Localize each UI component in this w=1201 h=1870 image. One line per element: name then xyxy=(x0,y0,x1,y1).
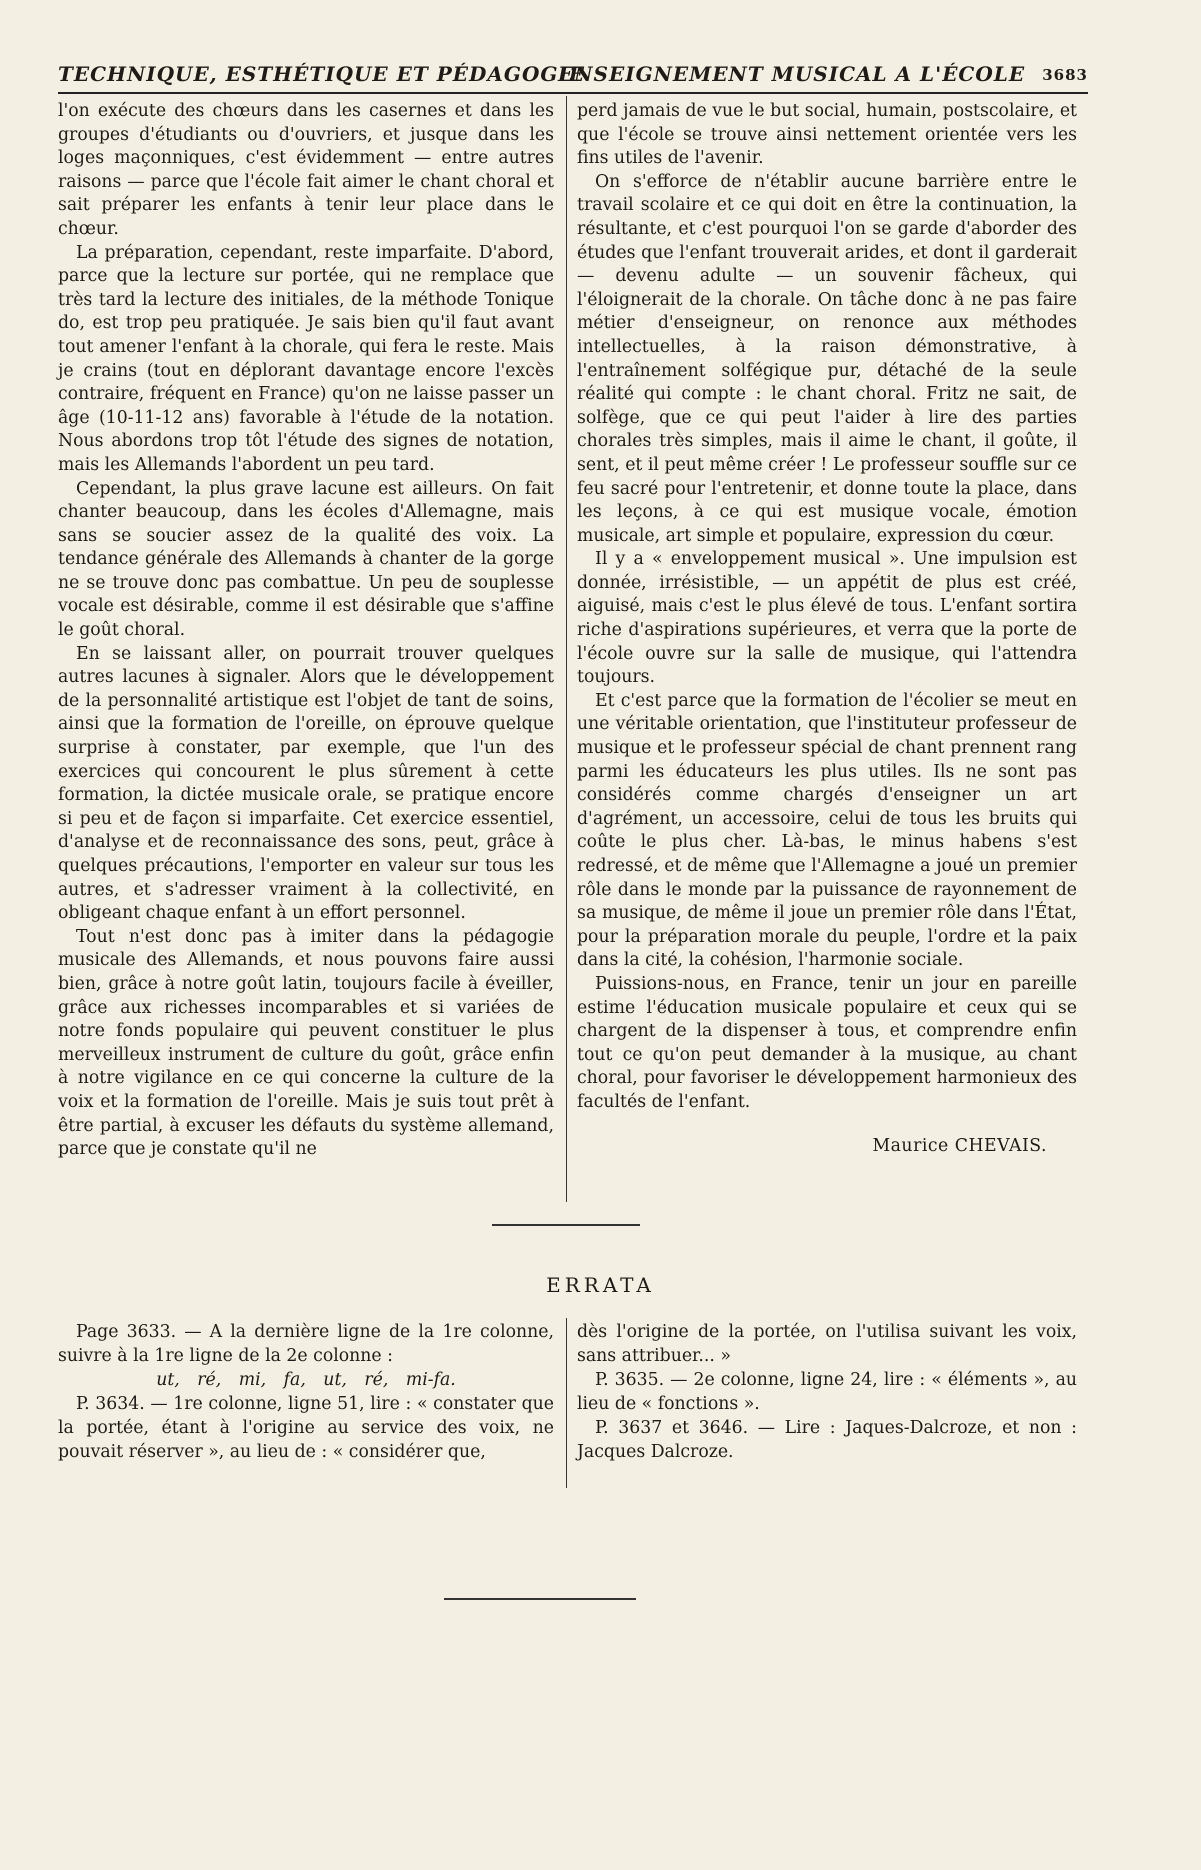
errata-right-column xyxy=(577,1320,1077,1464)
author-signature: Maurice CHEVAIS. xyxy=(872,1135,1047,1156)
errata-entry: P. 3635. — 2e colonne, ligne 24, lire : « éléments », au lieu de « fonctions ». xyxy=(577,1370,1077,1414)
header-right-title: ENSEIGNEMENT MUSICAL A L'ÉCOLE xyxy=(558,62,1026,86)
errata-entry: P. 3634. — 1re colonne, ligne 51, lire : « constater que la portée, étant à l'origine au service des voix, ne pouvait réserver », au lieu de : « considérer que, xyxy=(58,1394,554,1462)
errata-entry: Page 3633. — A la dernière ligne de la 1re colonne, suivre à la 1re ligne de la 2e colonne : xyxy=(58,1322,554,1366)
header-left-title: TECHNIQUE, ESTHÉTIQUE ET PÉDAGOGIE xyxy=(58,62,586,86)
section-rule xyxy=(492,1224,640,1226)
page-number: 3683 xyxy=(1042,66,1088,84)
paragraph: La préparation, cependant, reste imparfaite. D'abord, parce que la lecture sur portée, qui ne remplace que très tard la lecture des initiales, de la méthode Tonique do, est trop peu pratiquée. Je sais bien qu'il faut avant tout amener l'enfant à la chorale, qui fera le reste. Mais je crains (tout en déplorant davantage encore l'excès contraire, fréquent en France) qu'on ne laisse passer un âge (10-11-12 ans) favorable à l'étude de la notation. Nous abordons trop tôt l'étude des signes de notation, mais les Allemands l'abordent un peu tard. xyxy=(58,242,554,475)
paragraph: Cependant, la plus grave lacune est ailleurs. On fait chanter beaucoup, dans les écoles d'Allemagne, mais sans se soucier assez de la qualité des voix. La tendance générale des Allemands à chanter de la gorge ne se trouve donc pas combattue. Un peu de souplesse vocale est désirable, comme il est désirable que s'affine le goût choral. xyxy=(58,478,554,641)
paragraph: l'on exécute des chœurs dans les casernes et dans les groupes d'étudiants ou d'ouvriers, et jusque dans les loges maçonniques, c'est évidemment — entre autres raisons — parce que l'école fait aimer le chant choral et sait préparer les enfants à tenir leur place dans le chœur. xyxy=(58,101,554,239)
closing-rule xyxy=(444,1598,636,1600)
running-header xyxy=(58,62,1088,94)
paragraph: On s'efforce de n'établir aucune barrière entre le travail scolaire et ce qui doit en être la continuation, la résultante, et c'est pourquoi l'on se garde d'aborder des études que l'enfant trouverait arides, et dont il garderait — devenu adulte — un souvenir fâcheux, qui l'éloignerait de la chorale. On tâche donc à ne pas faire métier d'enseigneur, on renonce aux méthodes intellectuelles, à la raison démonstrative, à l'entraînement solfégique pur, détaché de la seule réalité qui compte : le chant choral. Fritz ne sait, de solfège, que ce qui peut l'aider à lire des parties chorales très simples, mais il aime le chant, il goûte, il sent, et il peut même créer ! Le professeur souffle sur ce feu sacré pour l'entretenir, et donne toute la place, dans les leçons, à ce qui est musique vocale, émotion musicale, art simple et populaire, expression du cœur. xyxy=(577,171,1077,546)
paragraph: Tout n'est donc pas à imiter dans la pédagogie musicale des Allemands, et nous pouvons faire aussi bien, grâce à notre goût latin, toujours facile à éveiller, grâce aux richesses incomparables et si variées de notre fonds populaire qui peuvent constituer le plus merveilleux instrument de culture du goût, grâce enfin à notre vigilance en ce qui concerne la culture de la voix et la formation de l'oreille. Mais je suis tout prêt à être partial, à excuser les défauts du système allemand, parce que je constate qu'il ne xyxy=(58,926,554,1160)
errata-entry: P. 3637 et 3646. — Lire : Jaques-Dalcroze, et non : Jacques Dalcroze. xyxy=(577,1418,1077,1462)
paragraph: Et c'est parce que la formation de l'écolier se meut en une véritable orientation, que l'instituteur professeur de musique et le professeur spécial de chant prennent rang parmi les éducateurs les plus utiles. Ils ne sont pas considérés comme chargés d'enseigner un art d'agrément, un accessoire, celui de tous les bruits qui coûte le plus cher. Là-bas, le minus habens s'est redressé, et de même que l'Allemagne a joué un premier rôle dans le monde par la puissance de rayonnement de sa musique, de même il joue un premier rôle dans l'État, pour la préparation morale du peuple, l'ordre et la paix dans la cité, la cohésion, l'harmonie sociale. xyxy=(577,690,1077,971)
paragraph: perd jamais de vue le but social, humain, postscolaire, et que l'école se trouve ainsi nettement orientée vers les fins utiles de l'avenir. xyxy=(577,101,1077,169)
header-rule xyxy=(58,92,1088,94)
paragraph: Puissions-nous, en France, tenir un jour en pareille estime l'éducation musicale populaire et ceux qui se chargent de la dispenser à tous, et comprendre enfin tout ce qu'on peut demander à la musique, au chant choral, pour favoriser le développement harmonieux des facultés de l'enfant. xyxy=(577,973,1077,1112)
errata-solfa-line: ut, ré, mi, fa, ut, ré, mi-fa. xyxy=(156,1370,456,1390)
errata-title: ERRATA xyxy=(546,1273,655,1297)
paragraph: Il y a « enveloppement musical ». Une impulsion est donnée, irrésistible, — un appétit de plus est créé, aiguisé, mais c'est le plus élevé de tous. L'enfant sortira riche d'aspirations supérieures, et verra que la porte de l'école ouvre sur la salle de musique, qui l'attendra toujours. xyxy=(577,549,1077,688)
paragraph: En se laissant aller, on pourrait trouver quelques autres lacunes à signaler. Alors que le développement de la personnalité artistique est l'objet de tant de soins, ainsi que la formation de l'oreille, on éprouve quelque surprise à constater, par exemple, que l'un des exercices qui concourent le plus sûrement à cette formation, la dictée musicale orale, se pratique encore si peu et de façon si imparfaite. Cet exercice essentiel, d'analyse et de reconnaissance des sons, peut, grâce à quelques précautions, l'emporter en valeur sur tous les autres, et s'adresser vraiment à la collectivité, en obligeant chaque enfant à un effort personnel. xyxy=(58,643,554,924)
article-right-column xyxy=(577,100,1077,1158)
errata-column-divider xyxy=(566,1318,567,1488)
errata-entry: dès l'origine de la portée, on l'utilisa suivant les voix, sans attribuer... » xyxy=(577,1322,1077,1366)
errata-left-column xyxy=(58,1320,554,1464)
article-left-column xyxy=(58,100,554,1162)
column-divider xyxy=(566,96,567,1202)
